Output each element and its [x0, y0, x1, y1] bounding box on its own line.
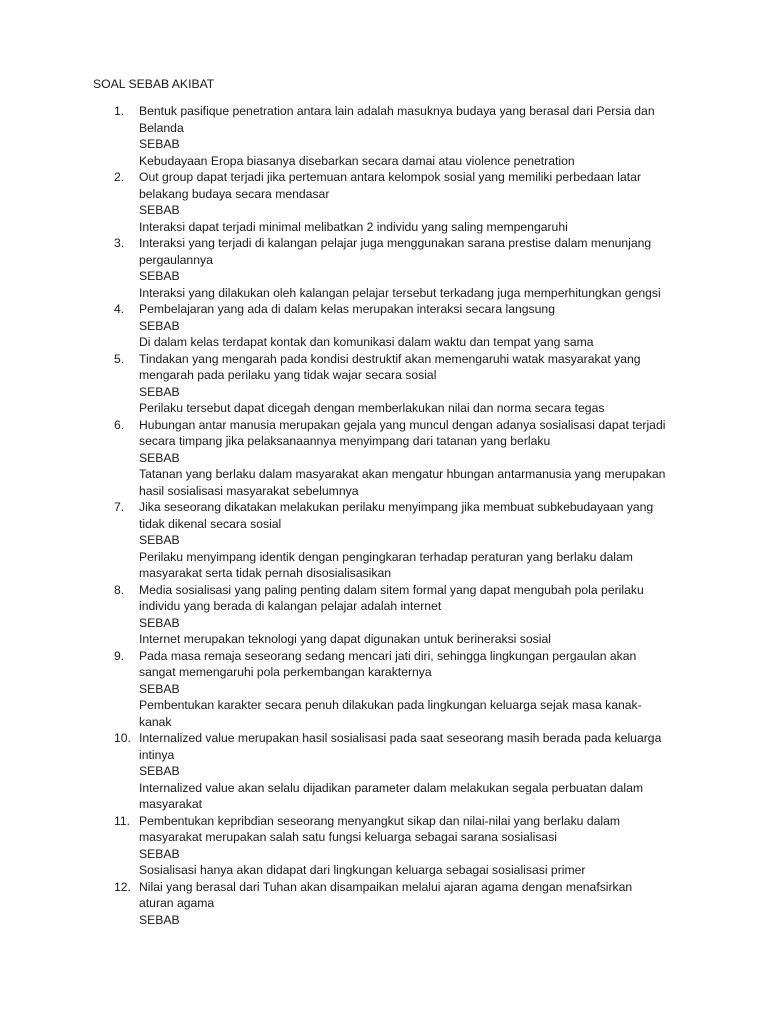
question-statement: Pembentukan kepribdian seseorang menyangkut sikap dan nilai-nilai yang berlaku dalam masyarakat merupakan salah satu fungsi keluarga sebagai sarana sosialisasi — [139, 813, 621, 844]
question-reason: Interaksi yang dilakukan oleh kalangan pelajar tersebut terkadang juga memperhitungkan gengsi — [139, 285, 661, 300]
question-connector: SEBAB — [139, 764, 180, 778]
question-statement: Nilai yang berasal dari Tuhan akan disampaikan melalui ajaran agama dengan menafsirkan aturan agama — [139, 879, 633, 910]
question-number: 11. — [114, 813, 131, 828]
question-number: 7. — [114, 500, 125, 514]
question-reason: Internalized value akan selalu dijadikan parameter dalam melakukan segala perbuatan dalam masyarakat — [139, 780, 644, 811]
question-connector: SEBAB — [139, 137, 180, 151]
question-connector: SEBAB — [139, 615, 180, 630]
question-number: 8. — [114, 582, 125, 597]
question-connector: SEBAB — [139, 681, 180, 696]
question-statement: Out group dapat terjadi jika pertemuan antara kelompok sosial yang memiliki perbedaan latar belakang budaya secara mendasar — [139, 170, 641, 201]
question-reason: Sosialisasi hanya akan didapat dari lingkungan keluarga sebagai sosialisasi primer — [139, 863, 586, 877]
question-statement: Interaksi yang terjadi di kalangan pelajar juga menggunakan sarana prestise dalam menunjang pergaulannya — [139, 236, 652, 267]
question-item — [0, 301, 669, 351]
question-statement: Tindakan yang mengarah pada kondisi destruktif akan memengaruhi watak masyarakat yang mengarah pada perilaku yang tidak wajar secara sosial — [139, 351, 641, 382]
question-connector: SEBAB — [139, 533, 180, 547]
document-title: SOAL SEBAB AKIBAT — [93, 77, 215, 91]
question-item — [0, 103, 669, 169]
question-item — [0, 730, 669, 813]
question-statement: Internalized value merupakan hasil sosialisasi pada saat seseorang masih berada pada keluarga intinya — [139, 731, 662, 762]
question-number: 5. — [114, 351, 125, 366]
question-reason: Interaksi dapat terjadi minimal melibatkan 2 individu yang saling mempengaruhi — [139, 219, 568, 234]
question-statement: Jika seseorang dikatakan melakukan perilaku menyimpang jika membuat subkebudayaan yang tidak dikenal secara sosial — [139, 500, 654, 531]
question-item — [0, 499, 669, 582]
question-number: 3. — [114, 236, 125, 250]
question-item — [0, 879, 669, 929]
question-connector: SEBAB — [139, 318, 180, 333]
question-number: 9. — [114, 648, 125, 663]
question-connector: SEBAB — [139, 450, 180, 465]
question-item — [0, 351, 669, 417]
question-reason: Internet merupakan teknologi yang dapat digunakan untuk berineraksi sosial — [139, 632, 551, 646]
question-connector: SEBAB — [139, 269, 180, 283]
question-connector: SEBAB — [139, 912, 180, 927]
question-number: 4. — [114, 302, 125, 316]
question-connector: SEBAB — [139, 384, 180, 399]
question-statement: Pada masa remaja seseorang sedang mencari jati diri, sehingga lingkungan pergaulan akan sangat memengaruhi pola perkembangan karakternya — [139, 648, 637, 679]
question-number: 10. — [114, 731, 131, 745]
question-reason: Pembentukan karakter secara penuh dilakukan pada lingkungan keluarga sejak masa kanak-kanak — [139, 698, 642, 729]
question-connector: SEBAB — [139, 203, 180, 217]
question-item — [0, 235, 669, 301]
question-number: 12. — [114, 879, 131, 894]
question-reason: Di dalam kelas terdapat kontak dan komunikasi dalam waktu dan tempat yang sama — [139, 335, 594, 349]
question-reason: Kebudayaan Eropa biasanya disebarkan secara damai atau violence penetration — [139, 153, 575, 168]
question-number: 6. — [114, 417, 125, 432]
question-item — [0, 169, 669, 235]
question-item — [0, 417, 669, 500]
question-connector: SEBAB — [139, 846, 180, 861]
question-number: 1. — [114, 104, 125, 118]
question-statement: Pembelajaran yang ada di dalam kelas merupakan interaksi secara langsung — [139, 302, 555, 316]
question-item — [0, 648, 669, 731]
question-item — [0, 813, 669, 879]
question-list — [0, 103, 768, 928]
question-statement: Hubungan antar manusia merupakan gejala yang muncul dengan adanya sosialisasi dapat terjadi secara timpang jika pelaksanaannya menyimpang dari tatanan yang berlaku — [139, 417, 666, 448]
question-reason: Perilaku menyimpang identik dengan pengingkaran terhadap peraturan yang berlaku dalam masyarakat serta tidak pernah disosialisasikan — [139, 549, 633, 580]
question-reason: Tatanan yang berlaku dalam masyarakat akan mengatur hbungan antarmanusia yang merupakan hasil sosialisasi masyarakat sebelumnya — [139, 467, 666, 498]
question-reason: Perilaku tersebut dapat dicegah dengan memberlakukan nilai dan norma secara tegas — [139, 401, 605, 415]
question-statement: Media sosialisasi yang paling penting dalam sitem formal yang dapat mengubah pola perilaku individu yang berada di kalangan pelajar adalah internet — [139, 582, 644, 613]
question-number: 2. — [114, 170, 125, 184]
question-item — [0, 582, 669, 648]
question-statement: Bentuk pasifique penetration antara lain adalah masuknya budaya yang berasal dari Persia dan Belanda — [139, 104, 655, 135]
